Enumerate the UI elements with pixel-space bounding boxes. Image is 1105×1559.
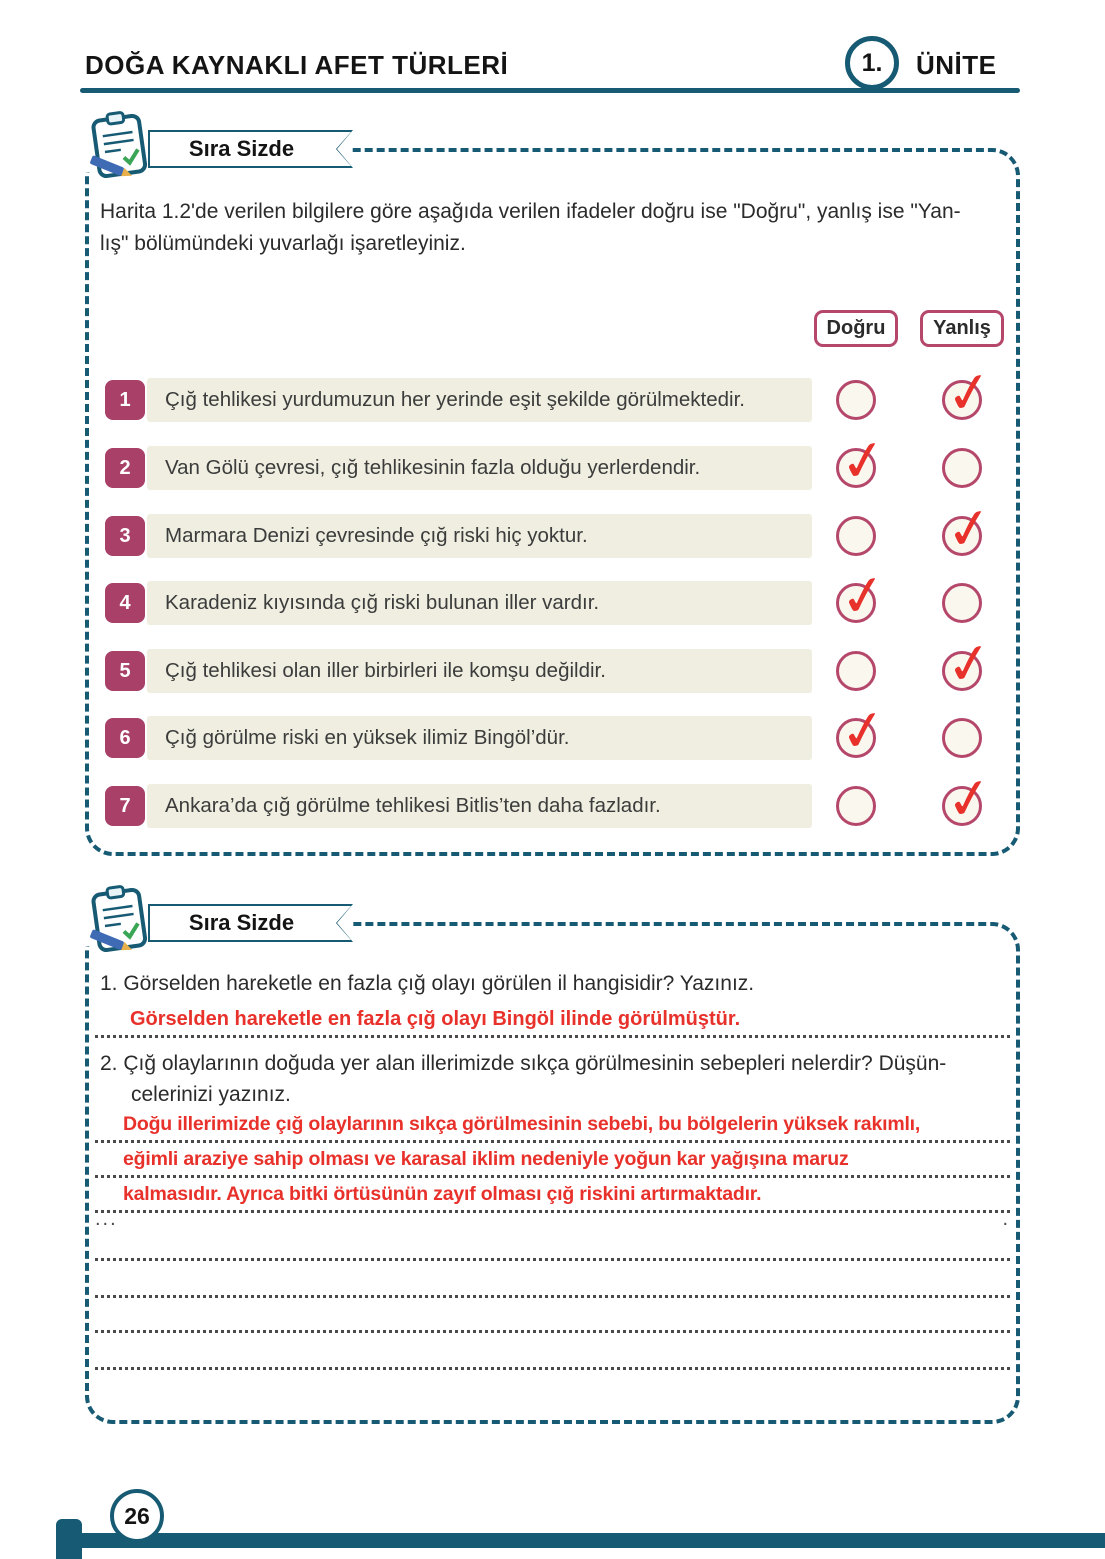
yanlis-circle[interactable]	[942, 516, 982, 556]
instruction-line-2: lış" bölümündeki yuvarlağı işaretleyiniz.	[100, 232, 466, 255]
partial-dots-right: .	[1002, 1208, 1010, 1230]
writing-line[interactable]	[95, 1330, 1010, 1333]
statement-text: Karadeniz kıyısında çığ riski bulunan iller vardır.	[147, 581, 812, 625]
statement-number: 1	[105, 380, 145, 420]
yanlis-circle[interactable]	[942, 448, 982, 488]
sira-sizde-banner-1	[148, 130, 353, 168]
statement-number: 6	[105, 718, 145, 758]
dogru-circle[interactable]	[836, 651, 876, 691]
statement-row	[0, 446, 1105, 490]
statement-number: 5	[105, 651, 145, 691]
partial-dotted-line[interactable]	[95, 1208, 1010, 1238]
banner-label: Sıra Sizde	[188, 910, 295, 935]
dogru-circle[interactable]	[836, 516, 876, 556]
dogru-circle[interactable]	[836, 583, 876, 623]
question-2-line-2: celerinizi yazınız.	[131, 1083, 291, 1106]
column-header-dogru: Doğru	[814, 310, 898, 347]
writing-line[interactable]	[95, 1295, 1010, 1298]
yanlis-circle[interactable]	[942, 380, 982, 420]
banner-label: Sıra Sizde	[188, 136, 295, 161]
dogru-circle[interactable]	[836, 448, 876, 488]
column-header-yanlis: Yanlış	[920, 310, 1004, 347]
instruction-line-1: Harita 1.2'de verilen bilgilere göre aşağıda verilen ifadeler doğru ise "Doğru", yanlış ise "Yan-	[100, 200, 961, 223]
dogru-circle[interactable]	[836, 718, 876, 758]
yanlis-circle[interactable]	[942, 651, 982, 691]
statement-row	[0, 378, 1105, 422]
dogru-circle[interactable]	[836, 786, 876, 826]
yanlis-circle[interactable]	[942, 786, 982, 826]
unit-number-badge: 1.	[845, 36, 899, 90]
page-number: 26	[110, 1489, 164, 1543]
clipboard-pencil-icon	[84, 884, 154, 956]
sira-sizde-banner-2	[148, 904, 353, 942]
statement-row	[0, 716, 1105, 760]
statement-number: 4	[105, 583, 145, 623]
statement-number: 3	[105, 516, 145, 556]
answer-2-line-2[interactable]: eğimli araziye sahip olması ve karasal iklim nedeniyle yoğun kar yağışına maruz	[95, 1143, 1010, 1178]
yanlis-circle[interactable]	[942, 583, 982, 623]
question-1: 1. Görselden hareketle en fazla çığ olayı görülen il hangisidir? Yazınız.	[100, 972, 755, 995]
answer-2-line-3[interactable]: kalmasıdır. Ayrıca bitki örtüsünün zayıf olması çığ riskini artırmaktadır.	[95, 1178, 1010, 1213]
statement-row	[0, 514, 1105, 558]
clipboard-pencil-icon	[84, 110, 154, 182]
answer-1[interactable]: Görselden hareketle en fazla çığ olayı Bingöl ilinde görülmüştür.	[95, 1002, 1010, 1038]
unit-label: ÜNİTE	[916, 50, 997, 80]
answer-2-line-1[interactable]: Doğu illerimizde çığ olaylarının sıkça görülmesinin sebebi, bu bölgelerin yüksek rakımlı,	[95, 1108, 1010, 1143]
partial-dots-left: ...	[95, 1208, 118, 1230]
page-title: DOĞA KAYNAKLI AFET TÜRLERİ	[85, 50, 509, 80]
question-2-line-1: 2. Çığ olaylarının doğuda yer alan illerimizde sıkça görülmesinin sebepleri nelerdir? Düşün-	[100, 1052, 947, 1075]
statement-text: Marmara Denizi çevresinde çığ riski hiç yoktur.	[147, 514, 812, 558]
statement-row	[0, 784, 1105, 828]
writing-line[interactable]	[95, 1258, 1010, 1261]
statement-row	[0, 649, 1105, 693]
statement-number: 2	[105, 448, 145, 488]
statement-text: Van Gölü çevresi, çığ tehlikesinin fazla olduğu yerlerdendir.	[147, 446, 812, 490]
statement-text: Çığ tehlikesi yurdumuzun her yerinde eşit şekilde görülmektedir.	[147, 378, 812, 422]
yanlis-circle[interactable]	[942, 718, 982, 758]
statement-text: Ankara’da çığ görülme tehlikesi Bitlis’ten daha fazladır.	[147, 784, 812, 828]
statement-row	[0, 581, 1105, 625]
dogru-circle[interactable]	[836, 380, 876, 420]
footer-bar	[72, 1533, 1105, 1548]
statement-text: Çığ tehlikesi olan iller birbirleri ile komşu değildir.	[147, 649, 812, 693]
statement-number: 7	[105, 786, 145, 826]
statement-text: Çığ görülme riski en yüksek ilimiz Bingöl’dür.	[147, 716, 812, 760]
writing-line[interactable]	[95, 1367, 1010, 1370]
